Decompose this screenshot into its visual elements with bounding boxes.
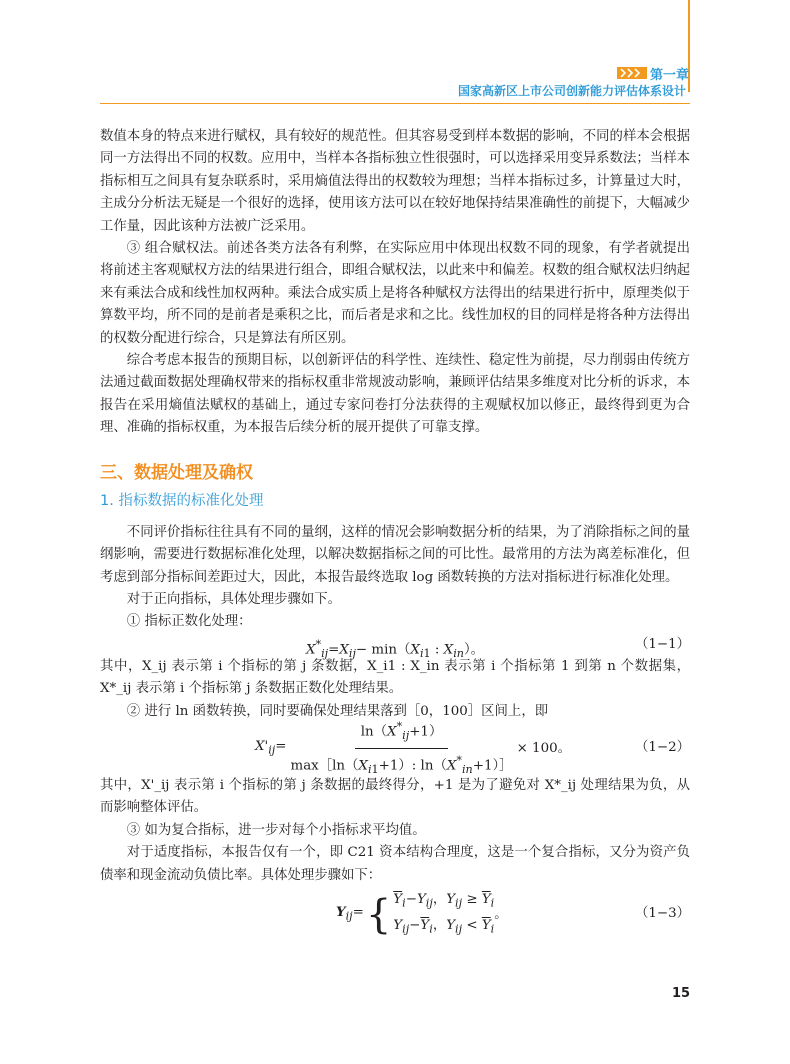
paragraph: 对于正向指标，具体处理步骤如下。	[126, 591, 342, 607]
chapter-label: 第一章	[650, 68, 690, 83]
equation-number: （1−2）	[634, 739, 690, 755]
paragraph: 对于适度指标，本报告仅有一个，即 C21 资本结构合理度，这是一个复合指标，又分为资产负债率和现金流动负债比率。具体处理步骤如下：	[100, 845, 690, 883]
equation-times: × 100。	[516, 740, 572, 756]
step-label: ① 指标正数化处理：	[126, 614, 252, 630]
equation-1-3	[100, 891, 690, 939]
book-title: 国家高新区上市公司创新能力评估体系设计	[457, 84, 686, 98]
equation-formula: $X'_{ij}=$ $\frac{\ln(X^*_{ij}+1)}{\max[\ln(X_{i1}+1): \ln(X^*_{in}+1)]}$ × 100。	[255, 723, 571, 775]
section-title: 三、数据处理及确权	[100, 462, 253, 483]
step-label: ③ 如为复合指标，进一步对每个小指标求平均值。	[126, 822, 426, 838]
paragraph: ③ 组合赋权法。前述各类方法各有利弊，在实际应用中体现出权数不同的现象，有学者就提出将前述主客观赋权方法的结果进行组合，即组合赋权法，以此来中和偏差。权数的组合赋权法归纳起来有乘法合成和线性加权两种。乘法合成实质上是将各种赋权方法得出的结果进行折中，原理类似于算数平均，所不同的是前者是乘积之比，而后者是求和之比。线性加权的目的同样是将各种方法得出的权数分配进行综合，只是算法有所区别。	[100, 241, 690, 346]
paragraph: 综合考虑本报告的预期目标，以创新评估的科学性、连续性、稳定性为前提，尽力削弱由传统方法通过截面数据处理确权带来的指标权重非常规波动影响，兼顾评估结果多维度对比分析的诉求，本报告在采用熵值法赋权的基础上，通过专家问卷打分法获得的主观赋权加以修正，最终得到更为合理、准确的指标权重，为本报告后续分析的展开提供了可靠支撑。	[100, 353, 690, 436]
equation-note: 其中，X'_ij 表示第 i 个指标的第 j 条数据的最终得分，+1 是为了避免对 X*_ij 处理结果为负，从而影响整体评估。	[100, 777, 690, 816]
body-text	[100, 126, 690, 939]
equation-number: （1−3）	[634, 905, 690, 921]
equation-formula: $Y_{ij}=$ { $\overline{Y}_i-Y_{ij}$，$Y_{ij} \ge \overline{Y}_i$ $Y_{ij}-\overline{Y}_i$，$Y_{ij} < \overline{Y}_i$ 。	[336, 891, 508, 938]
equation-1-2	[100, 720, 690, 777]
subsection-title: 1. 指标数据的标准化处理	[100, 492, 264, 509]
equation-1-1	[100, 634, 690, 660]
paragraph: 不同评价指标往往具有不同的量纲，这样的情况会影响数据分析的结果，为了消除指标之间的量纲影响，需要进行数据标准化处理，以解决数据指标之间的可比性。最常用的方法为离差标准化，但考虑到部分指标间差距过大，因此，本报告最终选取 log 函数转换的方法对指标进行标准化处理。	[100, 524, 690, 585]
equation-formula: $X^*_{ij}=X_{ij}- \min(X_{i1}$ : $X_{in}$）。	[305, 637, 485, 660]
page-number: 15	[672, 986, 691, 1001]
equation-number: （1−1）	[634, 636, 690, 652]
step-label: ② 进行 ln 函数转换，同时要确保处理结果落到［0，100］区间上，即	[126, 703, 549, 719]
chevron-arrows-icon	[617, 67, 647, 79]
header-rule	[100, 103, 690, 104]
paragraph: 数值本身的特点来进行赋权，具有较好的规范性。但其容易受到样本数据的影响，不同的样本会根据同一方法得出不同的权数。应用中，当样本各指标独立性很强时，可以选择采用变异系数法；当样本指标相互之间具有复杂联系时，采用熵值法得出的权数较为理想；当样本指标过多，计算量过大时，主成分分析法无疑是一个很好的选择，使用该方法可以在较好地保持结果准确性的前提下，大幅减少工作量，因此该种方法被广泛采用。	[100, 129, 690, 234]
equation-note: 其中，X_ij 表示第 i 个指标的第 j 条数据，X_i1 : X_in 表示第 i 个指标第 1 到第 n 个数据集，X*_ij 表示第 i 个指标第 j 条数据正数化处理结果。	[100, 658, 690, 697]
